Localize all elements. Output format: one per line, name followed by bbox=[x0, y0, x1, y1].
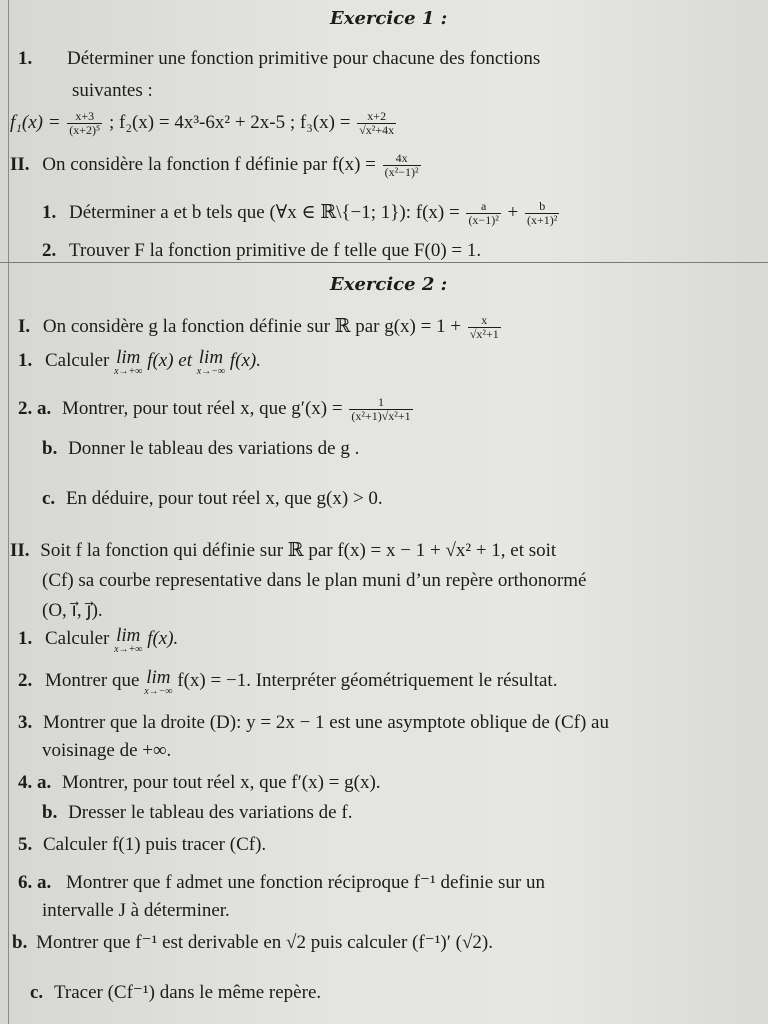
lim-word: lim bbox=[198, 347, 224, 368]
ex2-r1-end: f(x). bbox=[147, 628, 179, 649]
ex2-r2-text: Montrer que bbox=[45, 670, 140, 691]
ex2-r6b-text: Montrer que f⁻¹ est derivable en √2 puis calculer (f⁻¹)′ (√2). bbox=[36, 932, 493, 953]
limit-sub: x→+∞ bbox=[114, 366, 143, 377]
ex2-q1 bbox=[18, 347, 261, 386]
ex1-q2-1-fraction-b bbox=[525, 200, 559, 227]
ex2-r6c-letter: c. bbox=[30, 982, 44, 1003]
ex2-r5-text: Calculer f(1) puis tracer (Cf). bbox=[43, 834, 267, 855]
lim-word: lim bbox=[146, 667, 171, 688]
g-denominator: √x²+1 bbox=[469, 327, 499, 342]
limit-sub: x→+∞ bbox=[114, 644, 143, 655]
ex2-part-2-text-1: Soit f la fonction qui définie sur ℝ par f(x) = x − 1 + √x² + 1, et soit bbox=[40, 540, 557, 561]
ex2-q1-number: 1. bbox=[18, 350, 33, 371]
section-divider bbox=[0, 262, 768, 263]
ex2-r1-text: Calculer bbox=[45, 628, 110, 649]
ex1-q1-text-line2: suivantes : bbox=[72, 80, 153, 101]
ex1-part-1-number: 1. bbox=[18, 48, 33, 69]
ex2-r6c-text: Tracer (Cf⁻¹) dans le même repère. bbox=[53, 982, 322, 1003]
ex1-q2-2-text: Trouver F la fonction primitive de f telle que F(0) = 1. bbox=[69, 240, 482, 261]
ex2-q2a bbox=[18, 392, 415, 426]
f1-fraction bbox=[67, 110, 102, 137]
limit-plus-infinity bbox=[114, 625, 143, 655]
f2-f3-text: ; f₂(x) = 4x³-6x² + 2x-5 ; f₃(x) = bbox=[109, 112, 351, 133]
g-prime-fraction bbox=[349, 396, 412, 423]
f1-numerator: x+3 bbox=[67, 110, 102, 124]
ex2-r2 bbox=[18, 667, 558, 706]
limit-minus-infinity bbox=[196, 347, 226, 377]
f1-label: f₁(x) = bbox=[10, 112, 61, 133]
lim-word: lim bbox=[116, 625, 141, 646]
ex2-r5 bbox=[18, 834, 266, 856]
ex2-r3-number: 3. bbox=[18, 712, 33, 733]
exercise-2-title: Exercice 2 : bbox=[330, 274, 448, 295]
ex2-q2c-letter: c. bbox=[42, 488, 56, 509]
ex1-q2-2 bbox=[42, 240, 481, 262]
ex2-q1-end: f(x). bbox=[229, 350, 261, 371]
ex2-g-fraction bbox=[468, 314, 501, 341]
ex1-q2-numerator: 4x bbox=[383, 152, 421, 166]
ex2-q2a-number: 2. a. bbox=[18, 398, 52, 419]
plus-sign: + bbox=[507, 202, 519, 223]
ex2-r6b-letter: b. bbox=[12, 932, 28, 953]
ex2-part-1-text: On considère g la fonction définie sur ℝ par g(x) = 1 + bbox=[42, 316, 462, 337]
fraction-b-denominator: (x+1)² bbox=[527, 213, 558, 228]
ex1-part-2 bbox=[10, 148, 423, 182]
ex1-q2-1 bbox=[42, 196, 561, 230]
ex2-r6b bbox=[12, 932, 493, 954]
ex2-part-2-text-2: (Cf) sa courbe representative dans le plan muni d’un repère orthonormé bbox=[42, 570, 587, 591]
f1-denominator: (x+2)⁵ bbox=[69, 123, 101, 138]
ex1-q1-text-line1: Déterminer une fonction primitive pour chacune des fonctions bbox=[67, 48, 541, 69]
limit-plus-infinity bbox=[114, 347, 143, 377]
ex2-r1-number: 1. bbox=[18, 628, 33, 649]
ex2-q2c-text: En déduire, pour tout réel x, que g(x) > 0. bbox=[65, 488, 383, 509]
ex2-r3-line1 bbox=[18, 712, 609, 734]
limit-sub: x→−∞ bbox=[196, 366, 226, 377]
ex2-part-2-line1 bbox=[10, 540, 556, 562]
ex2-q2b-text: Donner le tableau des variations de g . bbox=[68, 438, 360, 459]
ex2-r4b-text: Dresser le tableau des variations de f. bbox=[68, 802, 353, 823]
ex2-r4a-text: Montrer, pour tout réel x, que f′(x) = g(x). bbox=[62, 772, 381, 793]
ex1-part-1 bbox=[18, 48, 540, 70]
ex1-q2-1-number: 1. bbox=[42, 202, 57, 223]
ex2-r1 bbox=[18, 625, 179, 664]
ex1-functions-line bbox=[10, 106, 398, 140]
g-prime-denominator: (x²+1)√x²+1 bbox=[351, 409, 411, 424]
ex2-r3-text-2: voisinage de +∞. bbox=[42, 740, 172, 761]
ex1-q2-2-number: 2. bbox=[42, 240, 57, 261]
ex2-part-1 bbox=[18, 310, 503, 344]
f3-fraction bbox=[357, 110, 396, 137]
ex2-part-2-number: II. bbox=[10, 540, 30, 561]
ex2-part-1-number: I. bbox=[18, 316, 31, 337]
f3-denominator: √x²+4x bbox=[359, 123, 395, 138]
ex2-part-2-text-3: (O, i⃗, j⃗). bbox=[42, 600, 103, 621]
ex2-q2c bbox=[42, 488, 383, 510]
ex1-q2-fraction bbox=[383, 152, 421, 179]
limit-sub: x→−∞ bbox=[144, 686, 173, 697]
fraction-b-numerator: b bbox=[525, 200, 559, 214]
ex1-q2-denominator: (x²−1)² bbox=[384, 165, 419, 180]
g-numerator: x bbox=[468, 314, 501, 328]
ex2-r6a-line1 bbox=[18, 872, 545, 894]
margin-line bbox=[8, 0, 9, 1024]
ex1-q2-1-text: Déterminer a et b tels que (∀x ∈ ℝ\{−1; 1}): f(x) = bbox=[69, 202, 460, 223]
limit-minus-infinity bbox=[144, 667, 173, 697]
ex2-r2-end: f(x) = −1. Interpréter géométriquement le résultat. bbox=[177, 670, 558, 691]
g-prime-numerator: 1 bbox=[349, 396, 412, 410]
ex2-r4a bbox=[18, 772, 381, 794]
ex2-r6c bbox=[30, 982, 321, 1004]
ex2-q1-text: Calculer bbox=[45, 350, 110, 371]
ex2-q2b bbox=[42, 438, 359, 460]
ex2-q2b-letter: b. bbox=[42, 438, 58, 459]
ex1-part-2-number: II. bbox=[10, 154, 30, 175]
ex2-r4a-number: 4. a. bbox=[18, 772, 52, 793]
fraction-a-numerator: a bbox=[466, 200, 500, 214]
ex2-r6a-number: 6. a. bbox=[18, 872, 52, 893]
ex2-r4b bbox=[42, 802, 352, 824]
ex2-r3-text-1: Montrer que la droite (D): y = 2x − 1 est une asymptote oblique de (Cf) au bbox=[43, 712, 609, 733]
ex2-r6a-text-1: Montrer que f admet une fonction réciproque f⁻¹ definie sur un bbox=[66, 872, 545, 893]
f3-numerator: x+2 bbox=[357, 110, 396, 124]
ex2-r5-number: 5. bbox=[18, 834, 33, 855]
ex2-r4b-letter: b. bbox=[42, 802, 58, 823]
ex2-q1-mid: f(x) et bbox=[147, 350, 193, 371]
ex2-q2a-text: Montrer, pour tout réel x, que g′(x) = bbox=[62, 398, 343, 419]
lim-word: lim bbox=[116, 347, 141, 368]
fraction-a-denominator: (x−1)² bbox=[468, 213, 499, 228]
ex1-q2-text: On considère la fonction f définie par f(x) = bbox=[42, 154, 376, 175]
ex2-r2-number: 2. bbox=[18, 670, 33, 691]
ex1-q2-1-fraction-a bbox=[466, 200, 500, 227]
exercise-1-title: Exercice 1 : bbox=[330, 8, 448, 29]
ex2-r6a-text-2: intervalle J à déterminer. bbox=[42, 900, 230, 921]
